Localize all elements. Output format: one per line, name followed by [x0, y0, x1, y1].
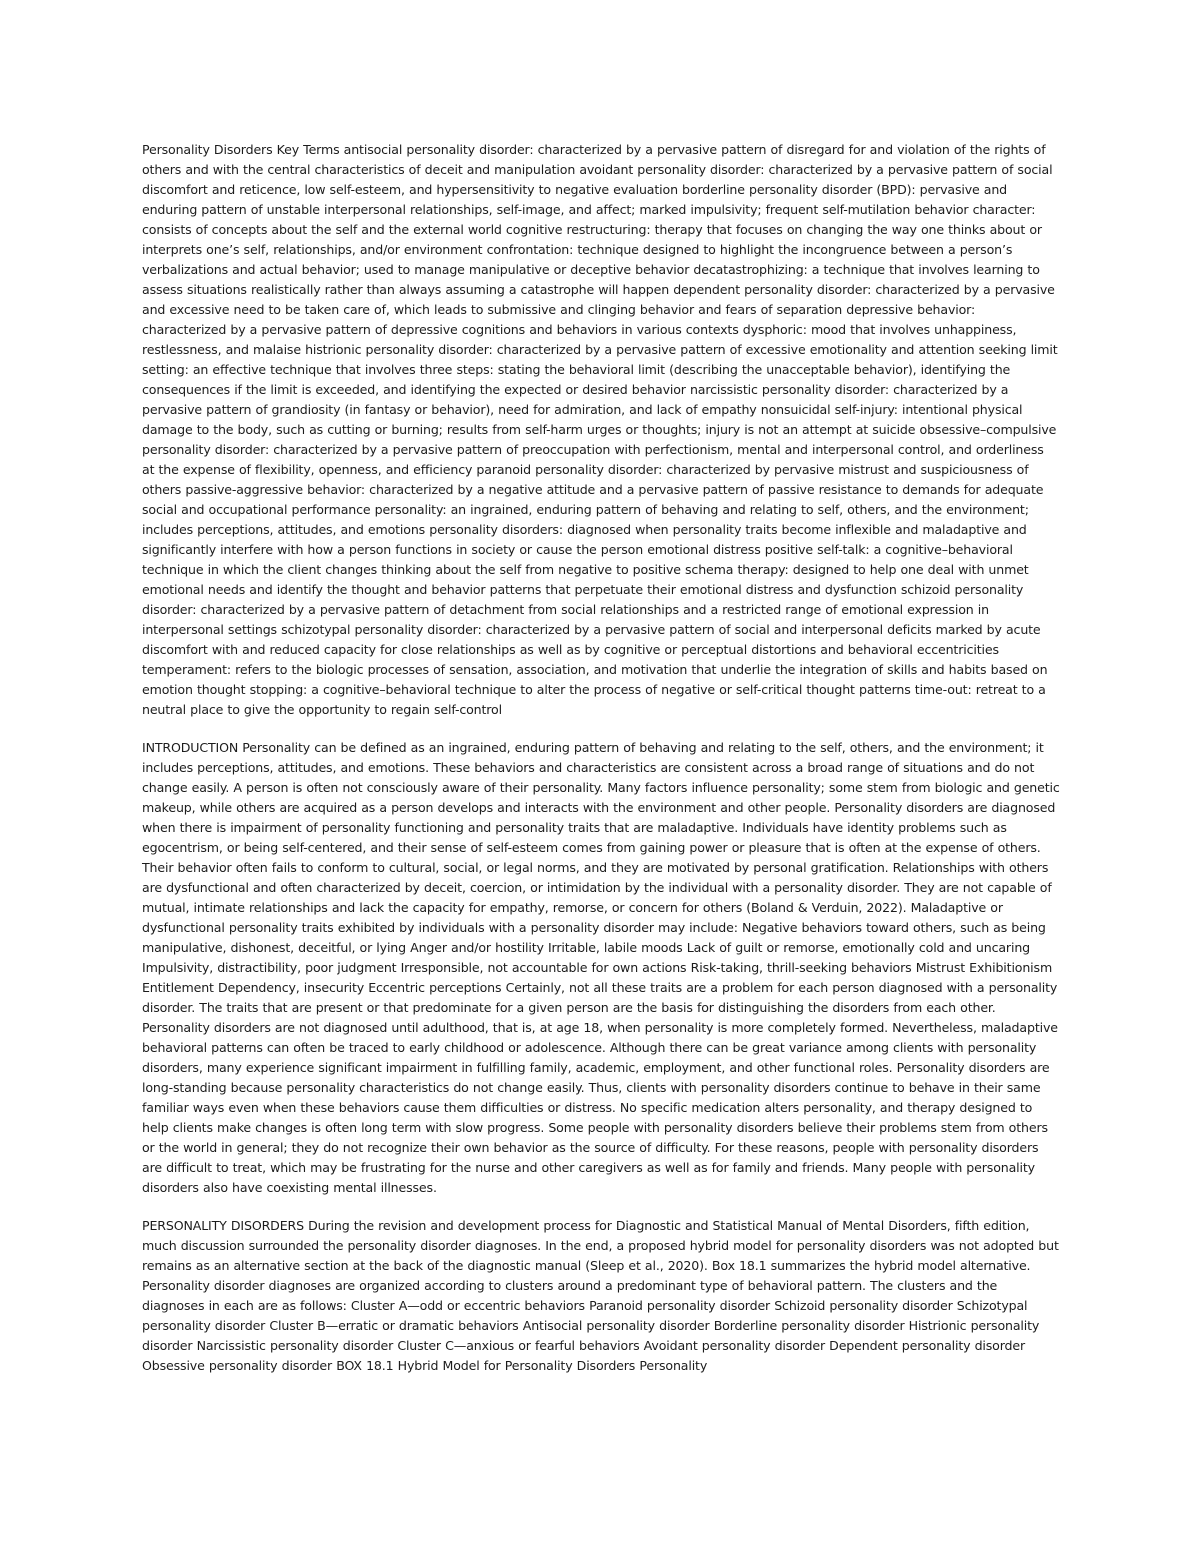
personality-disorders-paragraph: PERSONALITY DISORDERS During the revision and development process for Diagnostic and Statistical Manual of Mental Disorders, fifth edition, much discussion surrounded the personality disorder diagnoses. In the end, a proposed hybrid model for personality disorders was not adopted but remains as an alternative section at the back of the diagnostic manual (Sleep et al., 2020). Box 18.1 summarizes the hybrid model alternative. Personality disorder diagnoses are organized according to clusters around a predominant type of behavioral pattern. The clusters and the diagnoses in each are as follows: Cluster A—odd or eccentric behaviors Paranoid personality disorder Schizoid personality disorder Schizotypal personality disorder Cluster B—erratic or dramatic behaviors Antisocial personality disorder Borderline personality disorder Histrionic personality disorder Narcissistic personality disorder Cluster C—anxious or fearful behaviors Avoidant personality disorder Dependent personality disorder Obsessive personality disorder BOX 18.1 Hybrid Model for Personality Disorders Personality [142, 1218, 1059, 1373]
document-page [142, 140, 1060, 1394]
key-terms-paragraph: Personality Disorders Key Terms antisocial personality disorder: characterized by a pervasive pattern of disregard for and violation of the rights of others and with the central characteristics of deceit and manipulation avoidant personality disorder: characterized by a pervasive pattern of social discomfort and reticence, low self-esteem, and hypersensitivity to negative evaluation borderline personality disorder (BPD): pervasive and enduring pattern of unstable interpersonal relationships, self-image, and affect; marked impulsivity; frequent self-mutilation behavior character: consists of concepts about the self and the external world cognitive restructuring: therapy that focuses on changing the way one thinks about or interprets one’s self, relationships, and/or environment confrontation: technique designed to highlight the incongruence between a person’s verbalizations and actual behavior; used to manage manipulative or deceptive behavior decatastrophizing: a technique that involves learning to assess situations realistically rather than always assuming a catastrophe will happen dependent personality disorder: characterized by a pervasive and excessive need to be taken care of, which leads to submissive and clinging behavior and fears of separation depressive behavior: characterized by a pervasive pattern of depressive cognitions and behaviors in various contexts dysphoric: mood that involves unhappiness, restlessness, and malaise histrionic personality disorder: characterized by a pervasive pattern of excessive emotionality and attention seeking limit setting: an effective technique that involves three steps: stating the behavioral limit (describing the unacceptable behavior), identifying the consequences if the limit is exceeded, and identifying the expected or desired behavior narcissistic personality disorder: characterized by a pervasive pattern of grandiosity (in fantasy or behavior), need for admiration, and lack of empathy nonsuicidal self-injury: intentional physical damage to the body, such as cutting or burning; results from self-harm urges or thoughts; injury is not an attempt at suicide obsessive–compulsive personality disorder: characterized by a pervasive pattern of preoccupation with perfectionism, mental and interpersonal control, and orderliness at the expense of flexibility, openness, and efficiency paranoid personality disorder: characterized by pervasive mistrust and suspiciousness of others passive-aggressive behavior: characterized by a negative attitude and a pervasive pattern of passive resistance to demands for adequate social and occupational performance personality: an ingrained, enduring pattern of behaving and relating to self, others, and the environment; includes perceptions, attitudes, and emotions personality disorders: diagnosed when personality traits become inflexible and maladaptive and significantly interfere with how a person functions in society or cause the person emotional distress positive self-talk: a cognitive–behavioral technique in which the client changes thinking about the self from negative to positive schema therapy: designed to help one deal with unmet emotional needs and identify the thought and behavior patterns that perpetuate their emotional distress and dysfunction schizoid personality disorder: characterized by a pervasive pattern of detachment from social relationships and a restricted range of emotional expression in interpersonal settings schizotypal personality disorder: characterized by a pervasive pattern of social and interpersonal deficits marked by acute discomfort with and reduced capacity for close relationships as well as by cognitive or perceptual distortions and behavioral eccentricities temperament: refers to the biologic processes of sensation, association, and motivation that underlie the integration of skills and habits based on emotion thought stopping: a cognitive–behavioral technique to alter the process of negative or self-critical thought patterns time-out: retreat to a neutral place to give the opportunity to regain self-control [142, 142, 1058, 717]
introduction-paragraph: INTRODUCTION Personality can be defined as an ingrained, enduring pattern of behaving and relating to the self, others, and the environment; it includes perceptions, attitudes, and emotions. These behaviors and characteristics are consistent across a broad range of situations and do not change easily. A person is often not consciously aware of their personality. Many factors influence personality; some stem from biologic and genetic makeup, while others are acquired as a person develops and interacts with the environment and other people. Personality disorders are diagnosed when there is impairment of personality functioning and personality traits that are maladaptive. Individuals have identity problems such as egocentrism, or being self-centered, and their sense of self-esteem comes from gaining power or pleasure that is often at the expense of others. Their behavior often fails to conform to cultural, social, or legal norms, and they are motivated by personal gratification. Relationships with others are dysfunctional and often characterized by deceit, coercion, or intimidation by the individual with a personality disorder. They are not capable of mutual, intimate relationships and lack the capacity for empathy, remorse, or concern for others (Boland & Verduin, 2022). Maladaptive or dysfunctional personality traits exhibited by individuals with a personality disorder may include: Negative behaviors toward others, such as being manipulative, dishonest, deceitful, or lying Anger and/or hostility Irritable, labile moods Lack of guilt or remorse, emotionally cold and uncaring Impulsivity, distractibility, poor judgment Irresponsible, not accountable for own actions Risk-taking, thrill-seeking behaviors Mistrust Exhibitionism Entitlement Dependency, insecurity Eccentric perceptions Certainly, not all these traits are a problem for each person diagnosed with a personality disorder. The traits that are present or that predominate for a given person are the basis for distinguishing the disorders from each other. Personality disorders are not diagnosed until adulthood, that is, at age 18, when personality is more completely formed. Nevertheless, maladaptive behavioral patterns can often be traced to early childhood or adolescence. Although there can be great variance among clients with personality disorders, many experience significant impairment in fulfilling family, academic, employment, and other functional roles. Personality disorders are long-standing because personality characteristics do not change easily. Thus, clients with personality disorders continue to behave in their same familiar ways even when these behaviors cause them difficulties or distress. No specific medication alters personality, and therapy designed to help clients make changes is often long term with slow progress. Some people with personality disorders believe their problems stem from others or the world in general; they do not recognize their own behavior as the source of difficulty. For these reasons, people with personality disorders are difficult to treat, which may be frustrating for the nurse and other caregivers as well as for family and friends. Many people with personality disorders also have coexisting mental illnesses. [142, 740, 1060, 1195]
